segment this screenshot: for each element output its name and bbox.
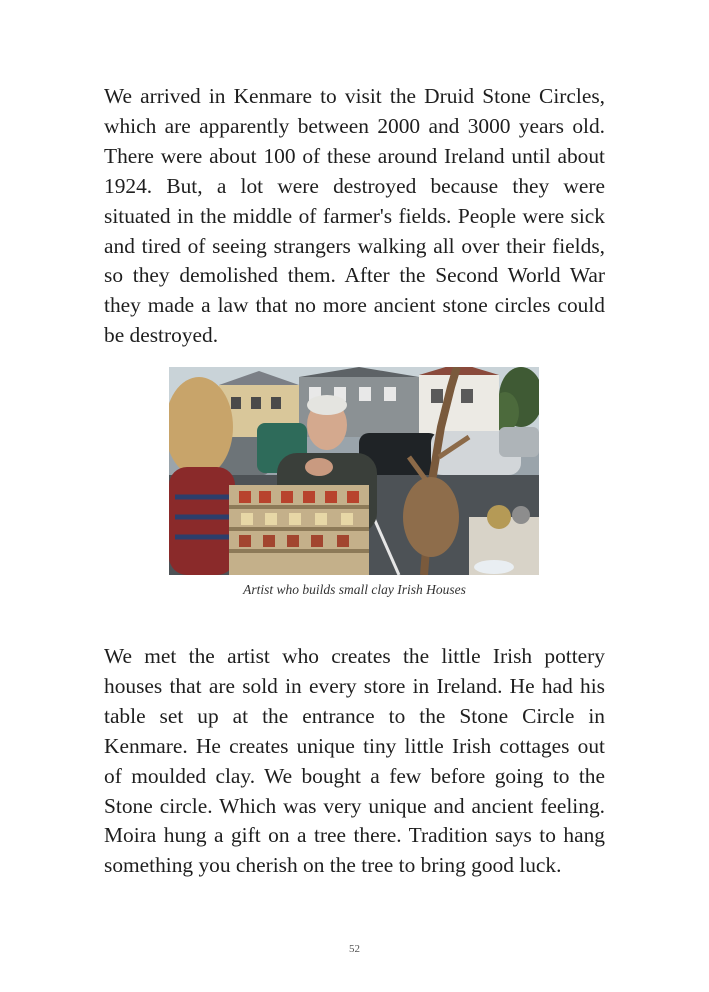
page-number: 52 [349, 943, 360, 955]
photo-caption: Artist who builds small clay Irish Houses [243, 582, 466, 597]
paragraph-clay-artist: We met the artist who creates the little Irish pottery houses that are sold in every store in Ireland. He had his table set up at the entrance to the Stone Circle in Kenmare. He creates unique tiny little Irish cottages out of moulded clay. We bought a few before going to the Stone circle. Which was very unique and ancient feeling. Moira hung a gift on a tree there. Tradition says to hang something you cherish on the tree to bring good luck. [104, 644, 605, 878]
paragraph-stone-circles: We arrived in Kenmare to visit the Druid Stone Circles, which are apparently between 2000 and 3000 years old. There were about 100 of these around Ireland until about 1924. But, a lot were destroyed because they were situated in the middle of farmer's fields. People were sick and tired of seeing strangers walking all over their fields, so they demolished them. After the Second World War they made a law that no more ancient stone circles could be destroyed. [104, 84, 605, 348]
photo-clay-house-artist [169, 367, 539, 575]
